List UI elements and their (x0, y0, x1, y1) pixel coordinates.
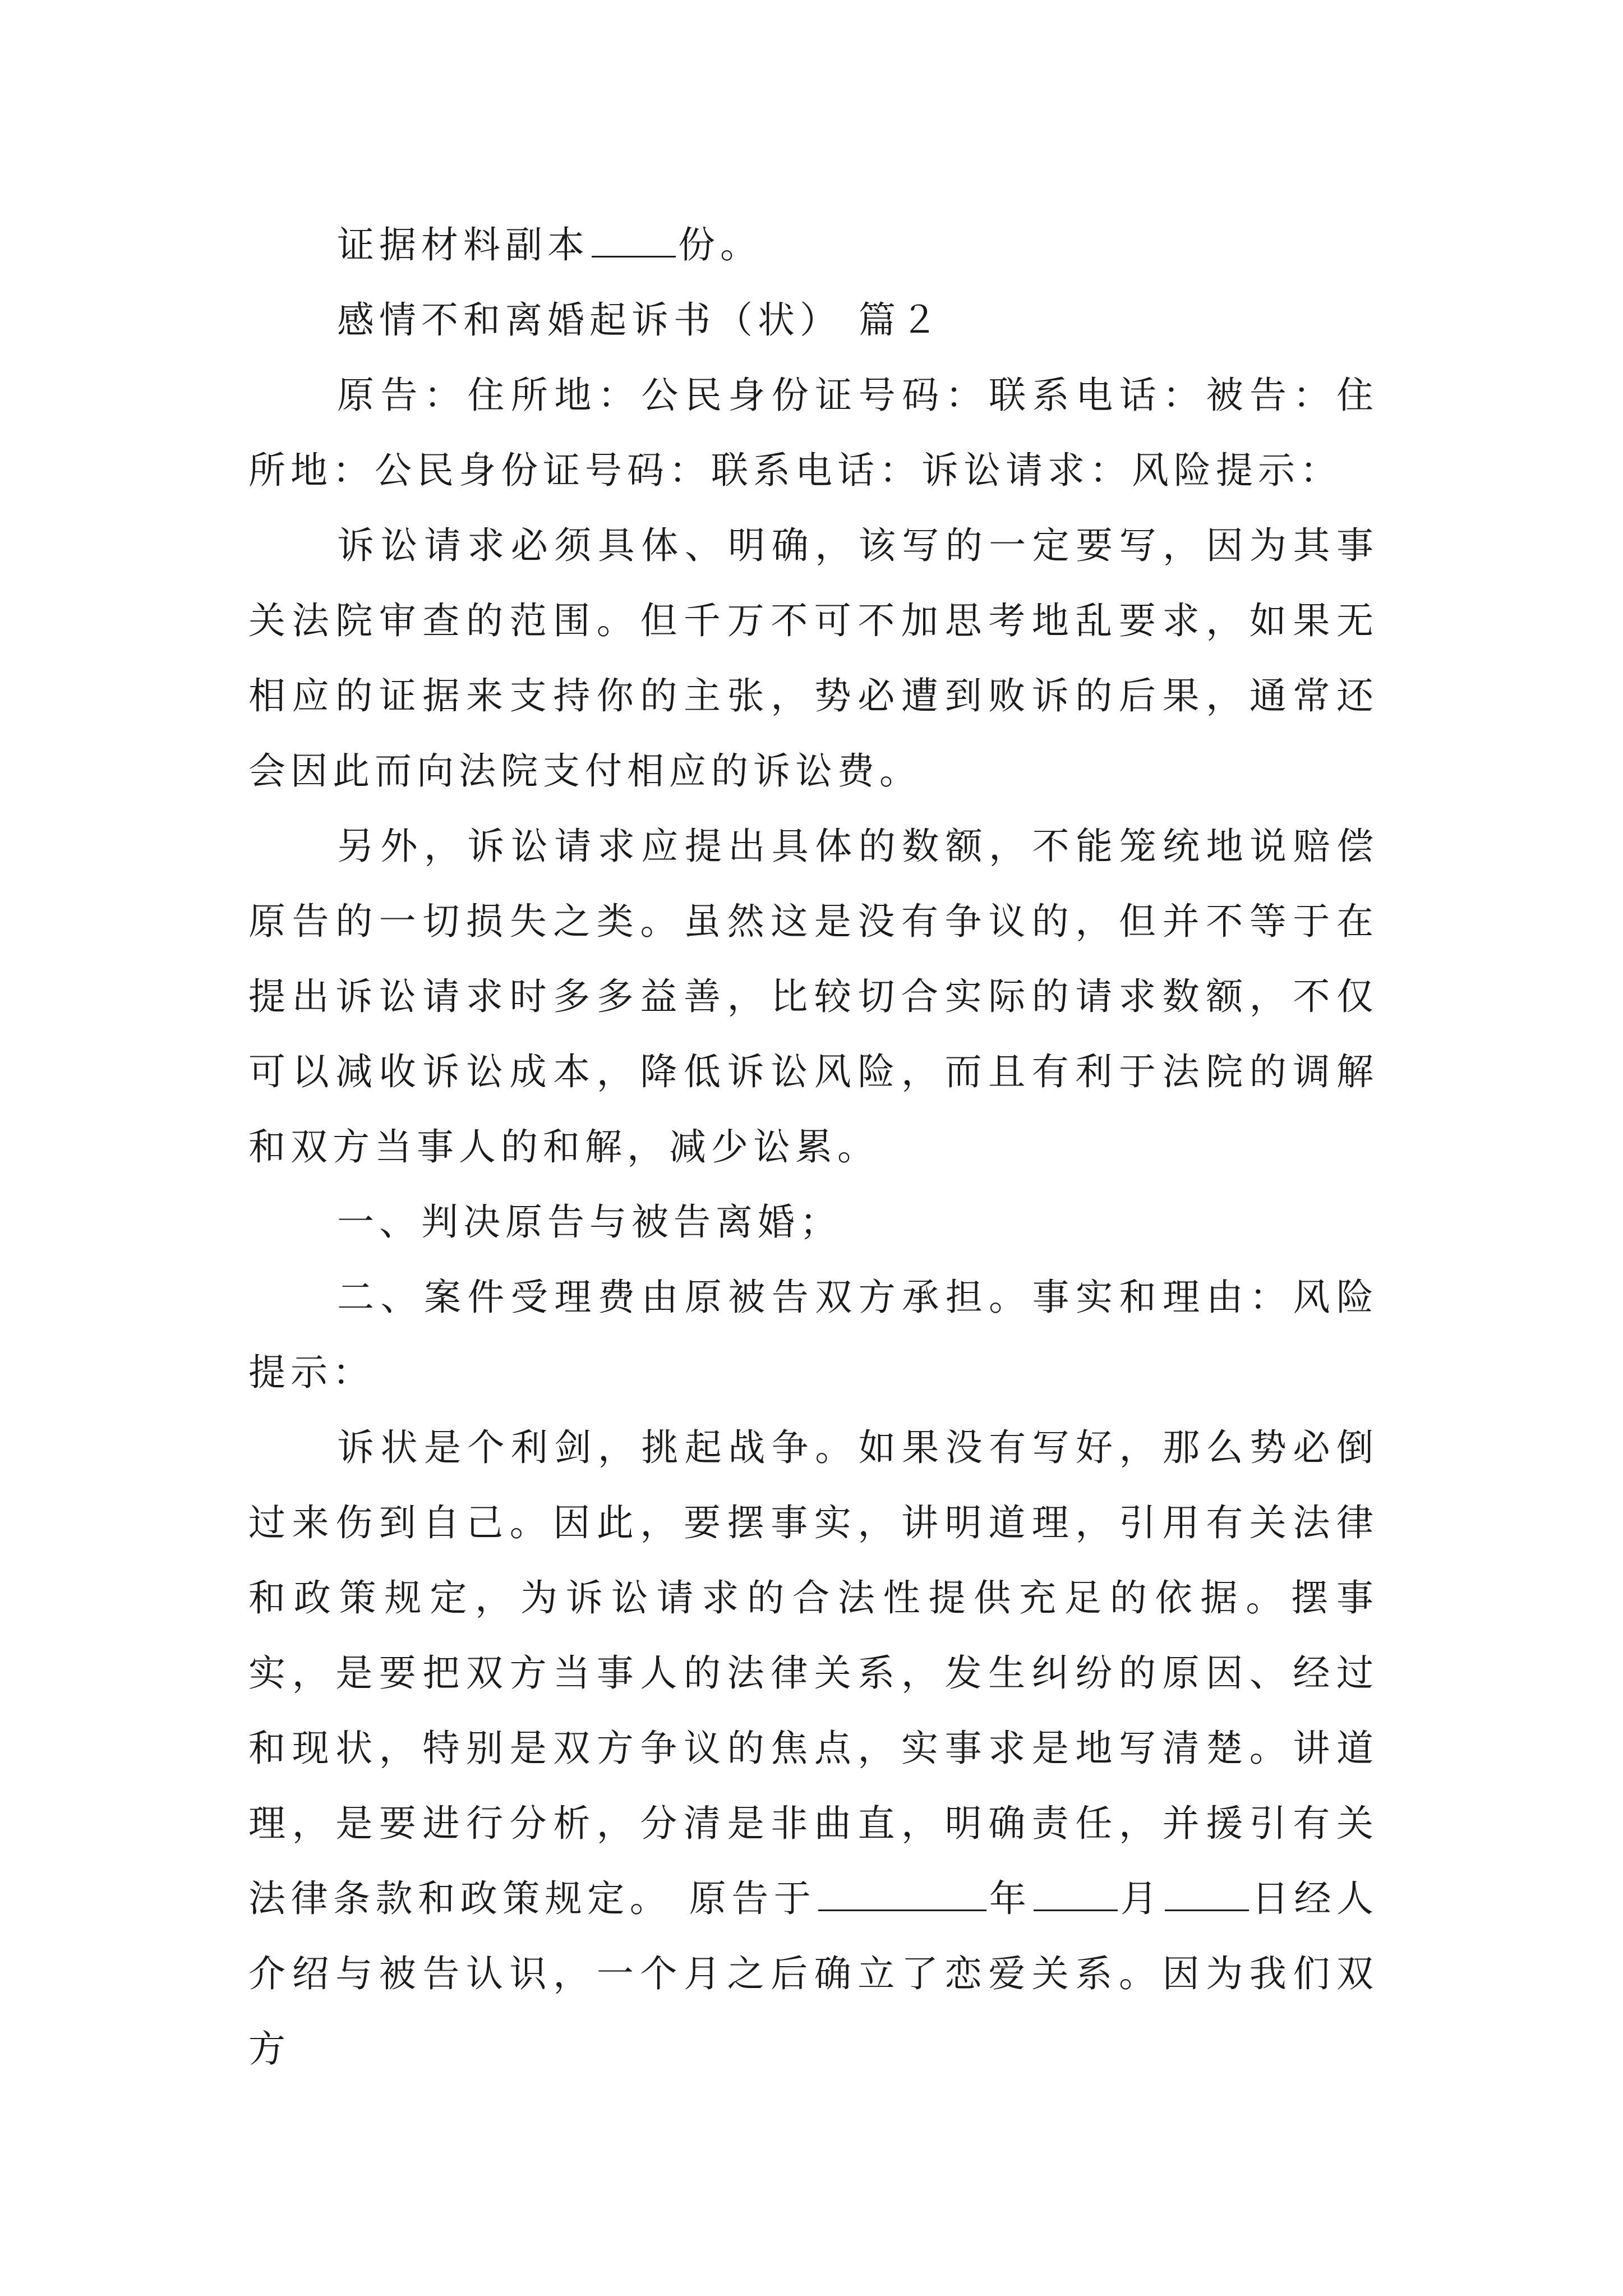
facts-main-text: 诉状是个利剑，挑起战争。如果没有写好，那么势必倒过来伤到自己。因此，要摆事实，讲明道理，引用有关法律和政策规定，为诉讼请求的合法性提供充足的依据。摆事实，是要把双方当事人的法律关系，发生纠纷的原因、经过和现状，特别是双方争议的焦点，实事求是地写清楚。讲道理，是要进行分析，分清是非曲直，明确责任，并援引有关法律条款和政策规定。 (248, 1426, 1378, 1920)
claim-item-2: 二、案件受理费由原被告双方承担。事实和理由：风险提示： (248, 1276, 1378, 1394)
copies-blank (592, 221, 676, 257)
facts-date-lead: 原告于 (672, 1877, 817, 1920)
facts-day-tail: 日经人介绍与被告认识，一个月之后确立了恋爱关系。因为我们双方 (248, 1877, 1379, 2070)
claim-item-1: 一、判决原告与被告离婚； (337, 1200, 842, 1244)
document-body (248, 208, 1378, 2087)
evidence-copies-suffix: 份。 (678, 223, 762, 266)
month-blank (1034, 1875, 1118, 1911)
year-blank (818, 1875, 986, 1911)
claims-amount-paragraph: 另外，诉讼请求应提出具体的数额，不能笼统地说赔偿原告的一切损失之类。虽然这是没有争议的，但并不等于在提出诉讼请求时多多益善，比较切合实际的请求数额，不仅可以减收诉讼成本，降低诉讼风险，而且有利于法院的调解和双方当事人的和解，减少讼累。 (248, 825, 1378, 1168)
year-word: 年 (989, 1877, 1032, 1920)
day-blank (1165, 1875, 1249, 1911)
month-word: 月 (1120, 1877, 1163, 1920)
evidence-copies-text: 证据材料副本 (337, 223, 589, 266)
evidence-copies-line (248, 208, 1378, 283)
claims-specific-paragraph: 诉讼请求必须具体、明确，该写的一定要写，因为其事关法院审查的范围。但千万不可不加思考地乱要求，如果无相应的证据来支持你的主张，势必遭到败诉的后果，通常还会因此而向法院支付相应的诉讼费。 (248, 524, 1378, 793)
facts-paragraph (248, 1410, 1378, 2087)
parties-paragraph: 原告：住所地：公民身份证号码：联系电话：被告：住所地：公民身份证号码：联系电话：诉讼请求：风险提示： (248, 374, 1378, 492)
section-title: 感情不和离婚起诉书（状） 篇２ (337, 298, 943, 342)
